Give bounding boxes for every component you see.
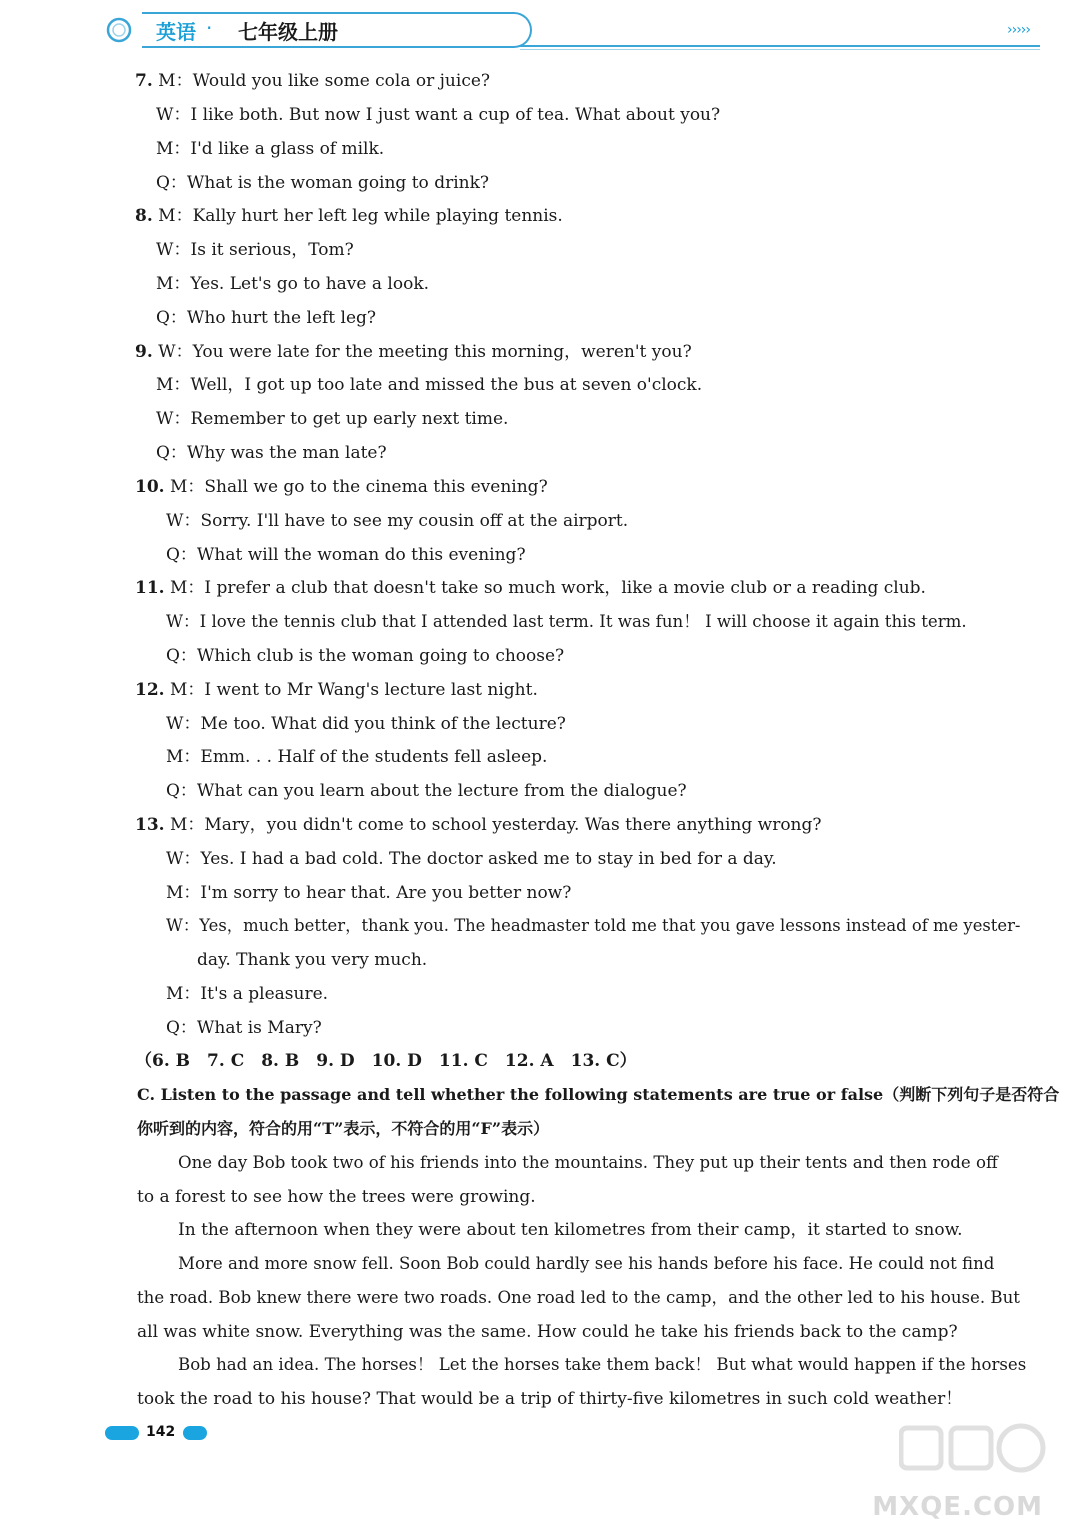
dialogue-line [135,580,926,597]
passage-line: to a forest to see how the trees were growing. [137,1187,536,1207]
header-rule-thin [520,49,1040,50]
page-header [100,10,1040,50]
dialogue-line: Q：What is the woman going to drink? [156,173,490,193]
section-c-title-cont: 你听到的内容，符合的用“T”表示，不符合的用“F”表示） [137,1119,550,1138]
line-text: M：Shall we go to the cinema this evening? [169,477,548,497]
passage-line: the road. Bob knew there were two roads. One road led to the camp，and the other led to his house. But [137,1288,1020,1307]
chevrons-icon: ››››› [1007,22,1030,38]
passage-line: all was white snow. Everything was the same. How could he take his friends back to the camp? [137,1322,958,1342]
line-text: W：You were late for the meeting this morning，weren't you? [158,342,692,362]
answer-key: （6. B 7. C 8. B 9. D 10. D 11. C 12. A 13. C） [135,1051,637,1071]
dialogue-line: Q：What can you learn about the lecture from the dialogue? [166,781,687,801]
question-number: 10. [135,477,165,497]
dialogue-line: day. Thank you very much. [197,950,428,970]
dialogue-line: Q：What is Mary? [166,1018,322,1038]
dialogue-line [135,479,548,496]
dialogue-line: W：I like both. But now I just want a cup of tea. What about you? [156,105,721,125]
dialogue-line: M：It's a pleasure. [166,984,329,1004]
passage-line: One day Bob took two of his friends into the mountains. They put up their tents and then rode off [178,1153,998,1172]
header-rule [520,45,1040,47]
dialogue-line: M：Yes. Let's go to have a look. [156,274,430,294]
question-number: 13. [135,815,165,835]
magnifier-logo-icon [104,16,134,46]
line-text: M：Mary，you didn't come to school yesterday. Was there anything wrong? [169,815,822,835]
passage-line: Bob had an idea. The horses！ Let the horses take them back！ But what would happen if the horses [178,1355,1027,1374]
dialogue-line: Q：Who hurt the left leg? [156,308,377,328]
dialogue-line [135,682,538,699]
dialogue-line: W：Remember to get up early next time. [156,409,509,429]
question-number: 8. [135,206,153,226]
header-separator: · [206,16,213,40]
page-number: 142 [146,1424,176,1440]
question-number: 11. [135,578,165,598]
dialogue-line: Q：Which club is the woman going to choose? [166,646,565,666]
dialogue-line [135,73,490,90]
page-marker-left [105,1426,139,1440]
question-number: 9. [135,342,153,362]
line-text: M：I prefer a club that doesn't take so much work，like a movie club or a reading club. [169,578,926,598]
dialogue-line: M：Emm. . . Half of the students fell asleep. [166,747,548,767]
line-text: M：Kally hurt her left leg while playing tennis. [158,206,563,226]
dialogue-line: W：I love the tennis club that I attended last term. It was fun！ I will choose it again this term. [166,612,967,631]
dialogue-line: Q：Why was the man late? [156,443,387,463]
passage-line: In the afternoon when they were about ten kilometres from their camp，it started to snow. [178,1220,963,1240]
watermark-text: MXQE.COM [872,1492,1043,1522]
passage-line: took the road to his house? That would be a trip of thirty-five kilometres in such cold weather！ [137,1389,963,1409]
page-marker-right [183,1426,207,1440]
dialogue-line [135,344,692,361]
passage-line: More and more snow fell. Soon Bob could hardly see his hands before his face. He could not find [178,1254,995,1273]
dialogue-line: M：Well，I got up too late and missed the bus at seven o'clock. [156,375,703,395]
question-number: 7. [135,71,153,91]
grade-label: 七年级上册 [238,20,338,44]
dialogue-line [135,817,822,834]
dialogue-line: W：Me too. What did you think of the lecture? [166,714,566,734]
dialogue-line: W：Yes，much better，thank you. The headmaster told me that you gave lessons instead of me yester- [166,916,1021,935]
dialogue-line [135,208,563,225]
question-number: 12. [135,680,165,700]
section-c-title: C. Listen to the passage and tell whether the following statements are true or false（判断下列句子是否符合 [137,1085,1060,1104]
line-text: M：I went to Mr Wang's lecture last night. [169,680,538,700]
dialogue-line: W：Is it serious，Tom? [156,240,354,260]
line-text: M：Would you like some cola or juice? [158,71,491,91]
subject-label: 英语 [156,20,196,44]
dialogue-line: Q：What will the woman do this evening? [166,545,526,565]
dialogue-line: M：I'd like a glass of milk. [156,139,385,159]
dialogue-line: M：I'm sorry to hear that. Are you better now? [166,883,572,903]
dialogue-line: W：Sorry. I'll have to see my cousin off at the airport. [166,511,629,531]
dialogue-line: W：Yes. I had a bad cold. The doctor asked me to stay in bed for a day. [166,849,777,869]
